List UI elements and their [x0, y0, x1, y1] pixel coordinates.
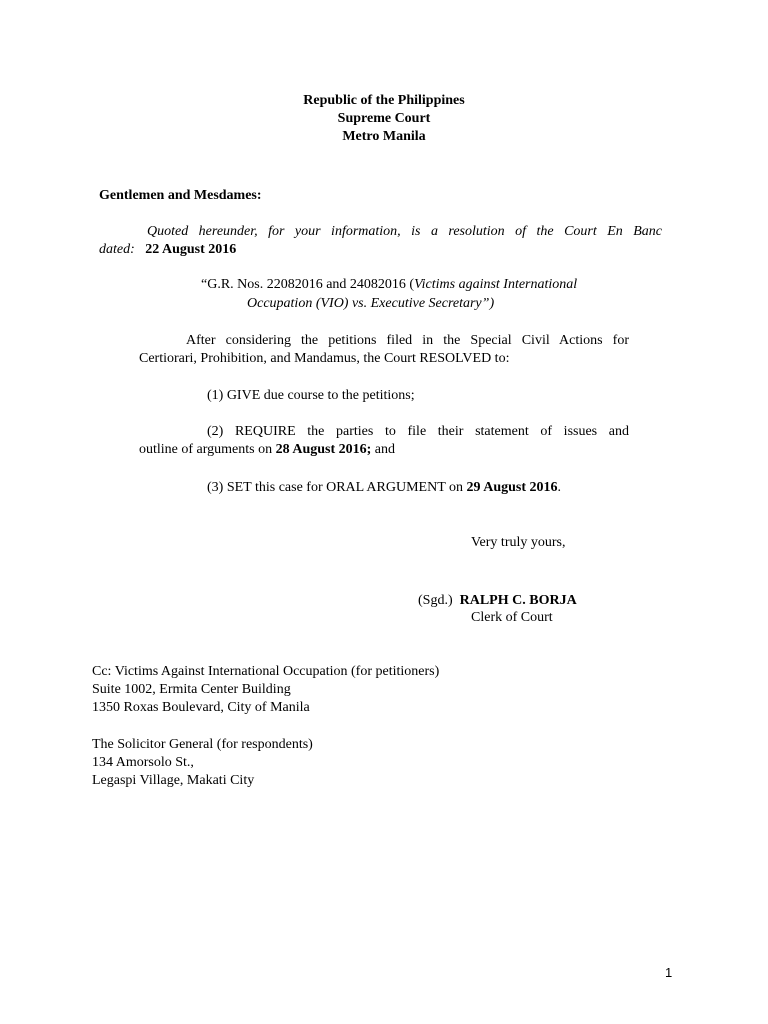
intro-text: Quoted hereunder, for your information, is a resolution of the Court En Banc	[147, 224, 662, 239]
item-2-tail: and	[371, 442, 396, 457]
resolution-date: 22 August 2016	[145, 242, 237, 257]
dated-label: dated:	[99, 242, 135, 257]
valediction: Very truly yours,	[471, 535, 566, 550]
cc-line-6: Legaspi Village, Makati City	[92, 773, 255, 788]
case-title-part2: Occupation (VIO) vs. Executive Secretary	[247, 296, 482, 311]
signatory-name: RALPH C. BORJA	[459, 593, 577, 608]
item-2-text: outline of arguments on	[139, 442, 276, 457]
cc-line-3: 1350 Roxas Boulevard, City of Manila	[92, 700, 310, 715]
letterhead-court: Supreme Court	[337, 111, 431, 126]
item-2-line1: (2) REQUIRE the parties to file their statement of issues and	[207, 424, 629, 439]
case-number: “G.R. Nos. 22082016 and 24082016 (	[201, 277, 415, 292]
item-3-date: 29 August 2016	[466, 480, 558, 495]
sgd-mark: (Sgd.)	[418, 593, 453, 608]
cc-line-2: Suite 1002, Ermita Center Building	[92, 682, 291, 697]
signature-line	[418, 592, 577, 610]
body-line1: After considering the petitions filed in the Special Civil Actions for	[186, 333, 629, 348]
cc-line-1: Cc: Victims Against International Occupation (for petitioners)	[92, 664, 440, 679]
item-1: (1) GIVE due course to the petitions;	[207, 388, 415, 403]
page-number: 1	[665, 965, 673, 980]
item-3-tail: .	[557, 480, 562, 495]
case-citation-line2	[247, 295, 494, 313]
item-3-text: (3) SET this case for ORAL ARGUMENT on	[207, 480, 467, 495]
letterhead-city: Metro Manila	[342, 129, 426, 144]
cc-line-4: The Solicitor General (for respondents)	[92, 737, 313, 752]
salutation: Gentlemen and Mesdames:	[99, 188, 262, 203]
item-2-date: 28 August 2016;	[275, 442, 372, 457]
body-line2: Certiorari, Prohibition, and Mandamus, the Court RESOLVED to:	[139, 351, 510, 366]
letterhead	[0, 92, 768, 146]
case-title-part1: Victims against International	[414, 277, 578, 292]
item-2-line2	[139, 441, 395, 459]
cc-line-5: 134 Amorsolo St.,	[92, 755, 194, 770]
case-close: ”)	[481, 296, 495, 311]
signatory-title: Clerk of Court	[471, 610, 553, 625]
item-3	[207, 479, 561, 497]
case-citation-line1	[201, 276, 577, 294]
letterhead-republic: Republic of the Philippines	[303, 93, 465, 108]
intro-date-line	[99, 241, 236, 259]
